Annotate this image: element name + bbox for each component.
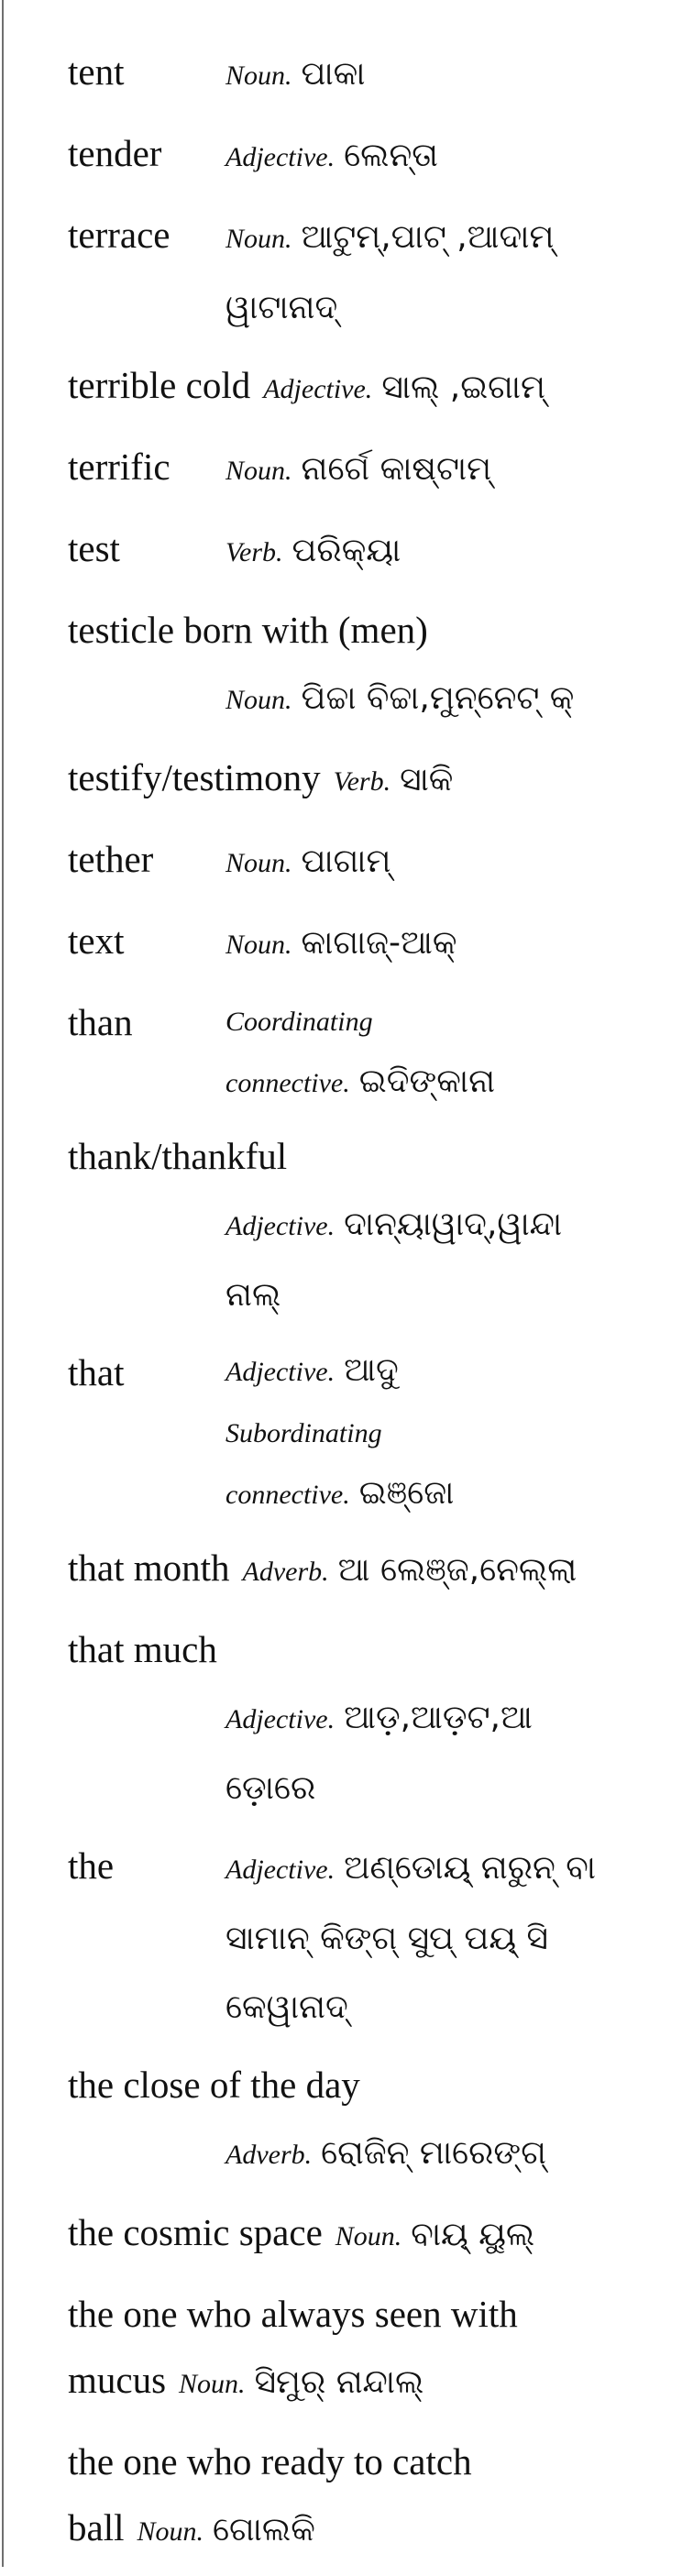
headword: than [68,1001,133,1043]
definition [68,1189,654,1328]
part-of-speech: Adjective. [226,1211,336,1241]
headword: testicle born with (men) [68,609,428,651]
headword: terrific [68,446,170,488]
translation: ପରିକ୍ୟା [292,532,402,569]
definition [226,826,654,897]
dictionary-entry [68,515,654,586]
headword: tether [68,838,154,880]
part-of-speech: Adjective. [226,1357,336,1387]
definition [68,1682,654,1822]
translation: ନାର୍ଗେ କାଷ୍ଟାମ୍ [301,450,492,488]
headword: testify/testimony [68,756,321,798]
dictionary-entry [68,352,654,423]
dictionary-entry [68,1535,654,1605]
headword: the close of the day [68,2064,360,2106]
definition [226,202,654,341]
definition [68,2118,654,2188]
sense [226,1401,654,1524]
part-of-speech: Noun. [226,848,292,878]
translation: ପାଗାମ୍ [301,842,391,880]
part-of-speech: Noun. [179,2369,246,2399]
part-of-speech: Adjective. [226,1704,336,1734]
part-of-speech: Noun. [226,456,292,486]
definition [226,120,654,191]
translation: ପାକା [301,55,366,93]
part-of-speech: Adjective. [226,142,336,172]
translation: ଗୋଲକି [213,2511,315,2548]
translation: ଆ ଲେଞ୍ଜ,ନେଲ୍ଲା [337,1551,578,1589]
part-of-speech: Noun. [335,2221,402,2251]
dictionary-entry [68,908,654,978]
definition [226,989,654,1112]
part-of-speech: Noun. [226,685,292,715]
dictionary-entry [68,826,654,897]
translation: ବାୟ୍ ୟୁଲ୍ [411,2216,535,2253]
definition [68,2199,654,2270]
part-of-speech: Verb. [226,537,283,567]
definition [68,663,654,733]
translation: ଇଦିଙ୍କାନା [358,1062,496,1100]
dictionary-entry [68,2052,654,2188]
headword: that much [68,1628,217,1670]
translation: ଅଣ୍ଡୋୟ୍ ନାରୁନ୍ ବା ସାମାନ୍ କିଙ୍ଗ୍ ସୁପ୍ ପୟ୍ ସି କେୱାନାଦ୍ [226,1849,597,2026]
headword: terrace [68,214,170,256]
definition [226,39,654,109]
headword: text [68,919,125,962]
part-of-speech: Adjective. [263,374,373,404]
headword: thank/thankful [68,1135,288,1177]
dictionary-entry [68,1616,654,1822]
dictionary-entry [68,2199,654,2270]
dictionary-entry [68,1833,654,2041]
dictionary-entry [68,989,654,1112]
dictionary-entry [68,120,654,191]
dictionary-entry [68,434,654,504]
translation: ଇଞ୍ଜୋ [358,1474,455,1512]
part-of-speech: Coordinating connective. [226,1007,373,1098]
headword: the [68,1844,115,1887]
dictionary-entries [68,39,654,2576]
headword: test [68,527,120,569]
part-of-speech: Noun. [226,224,292,254]
definition [226,908,654,978]
definition [68,744,654,815]
translation: ଆଟୁମ୍,ପାଟ୍ ,ଆଦାମ୍ ୱାଟାନାଦ୍ [226,218,555,326]
translation: ସାକି [400,761,454,798]
headword: the cosmic space [68,2211,323,2253]
dictionary-entry [68,2281,654,2417]
headword: that month [68,1547,230,1589]
part-of-speech: Noun. [226,930,292,960]
translation: ସାଲ୍ ,ଇଗାମ୍ [381,369,545,406]
part-of-speech: Adverb. [226,2140,313,2170]
dictionary-entry [68,1339,654,1524]
translation: ପିଚ୍ଚା ବିଚ୍ଚା,ମୁନ୍ନେଟ୍ କ୍ [301,679,575,717]
headword: tender [68,132,162,174]
translation: ଆଦୁ [344,1351,399,1389]
definition [226,1339,654,1524]
headword: terrible cold [68,364,251,406]
headword: the one who ready to catch ball [68,2440,472,2548]
translation: ଦାନ୍ୟାୱାଦ୍,ୱାନ୍ଦା ନାଲ୍ [226,1205,563,1314]
definition [68,1535,654,1605]
translation: ଲେନ୍ତା [344,137,438,174]
dictionary-entry [68,1123,654,1328]
definition [68,2281,654,2417]
definition [226,1833,654,2041]
headword: tent [68,50,125,93]
part-of-speech: Adverb. [242,1557,329,1587]
translation: ଆଡ଼,ଆଡ଼ଟ,ଆ ଡ଼ୋରେ [226,1699,533,1807]
translation: ସିମୁର୍ ନାନ୍ଦାଲ୍ [254,2363,424,2401]
part-of-speech: Adjective. [226,1855,336,1885]
headword: the one who always seen with mucus [68,2293,518,2401]
translation: ରୋଜିନ୍ ମାରେଙ୍ଗ୍ [321,2134,546,2172]
dictionary-entry [68,744,654,815]
dictionary-entry [68,202,654,341]
part-of-speech: Subordinating connective. [226,1418,382,1510]
definition [68,2428,654,2565]
translation: କାଗାଜ୍-ଆକ୍ [301,924,457,962]
part-of-speech: Noun. [226,61,292,91]
left-margin-rule [2,0,4,2567]
part-of-speech: Verb. [333,766,391,797]
headword: that [68,1351,125,1393]
definition [226,434,654,504]
definition [226,515,654,586]
dictionary-entry [68,39,654,109]
dictionary-entry [68,597,654,733]
dictionary-entry [68,2428,654,2565]
definition [68,352,654,423]
part-of-speech: Noun. [137,2516,204,2547]
sense [226,1339,654,1401]
